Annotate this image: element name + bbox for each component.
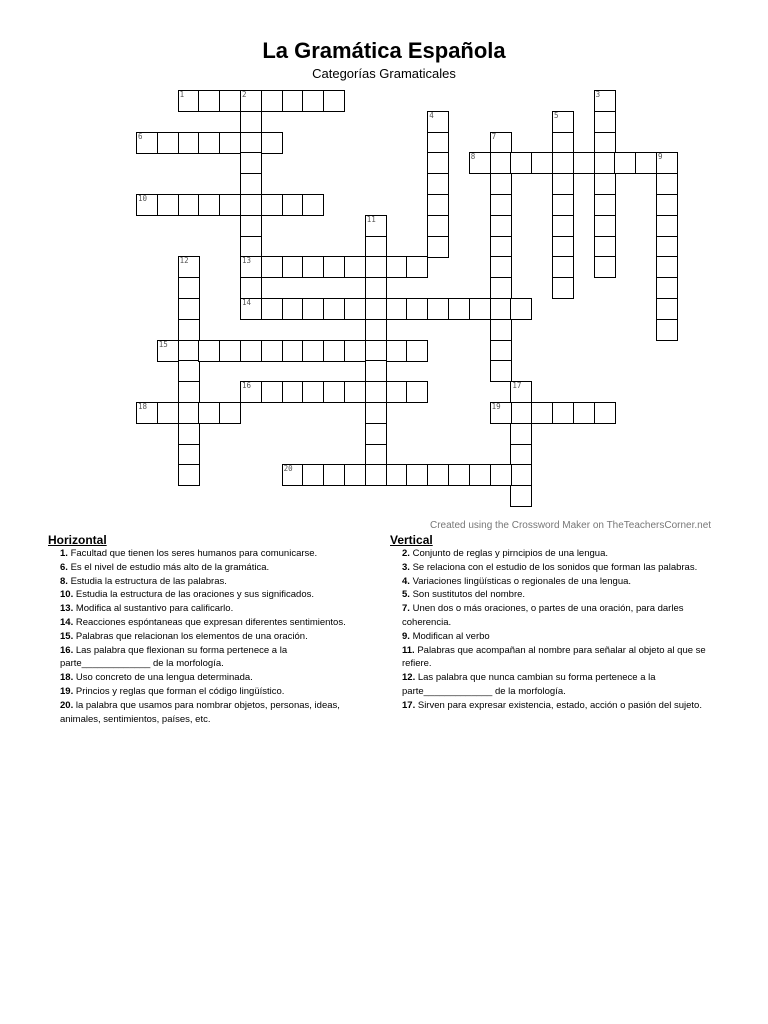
crossword-cell[interactable] (178, 90, 200, 112)
crossword-cell[interactable] (656, 277, 678, 299)
clue-item-text: la palabra que usamos para nombrar objetos, personas, ideas, animales, sentimientos, países, etc. (60, 699, 340, 725)
crossword-cell[interactable] (427, 173, 449, 195)
crossword-cell[interactable] (323, 90, 345, 112)
clue-item (390, 575, 720, 589)
crossword-cell[interactable] (240, 215, 262, 237)
clue-number: 4 (429, 110, 434, 120)
crossword-cell[interactable] (261, 194, 283, 216)
crossword-cell[interactable] (240, 340, 262, 362)
clue-number: 14 (242, 298, 252, 307)
crossword-cell[interactable] (178, 402, 200, 424)
clue-item-text: Uso concreto de una lengua determinada. (73, 672, 253, 684)
crossword-cell[interactable] (240, 256, 262, 278)
clue-item (48, 685, 378, 699)
clue-item (48, 699, 378, 727)
crossword-cell[interactable] (656, 152, 678, 174)
crossword-cell[interactable] (656, 173, 678, 195)
crossword-cell[interactable] (240, 111, 262, 133)
crossword-cell[interactable] (323, 256, 345, 278)
crossword-cell[interactable] (490, 298, 512, 320)
clue-item (390, 630, 720, 644)
crossword-cell[interactable] (302, 381, 324, 403)
crossword-cell[interactable] (198, 132, 220, 154)
crossword-cell[interactable] (365, 423, 387, 445)
clue-item-text: Las palabra que nunca cambian su forma pertenece a la parte_____________ de la morfología. (402, 672, 656, 697)
clue-item-number: 2. (402, 548, 410, 559)
crossword-cell[interactable] (178, 360, 200, 382)
crossword-cell[interactable] (302, 256, 324, 278)
clue-item-number: 16. (60, 644, 74, 656)
crossword-cell[interactable] (510, 381, 532, 403)
clue-item-text: Sirven para expresar existencia, estado, acción o pasión del sujeto. (415, 699, 702, 711)
crossword-cell[interactable] (490, 340, 512, 362)
crossword-cell[interactable] (344, 381, 366, 403)
clue-item (390, 699, 720, 713)
crossword-cell[interactable] (427, 298, 449, 320)
clue-item-text: Las palabra que flexionan su forma pertenece a la parte_____________ de la morfología. (60, 644, 288, 670)
crossword-cell[interactable] (594, 236, 616, 258)
crossword-cell[interactable] (448, 298, 470, 320)
crossword-cell[interactable] (594, 215, 616, 237)
crossword-cell[interactable] (594, 194, 616, 216)
crossword-cell[interactable] (323, 340, 345, 362)
clue-item-text: Son sustitutos del nombre. (409, 589, 526, 601)
crossword-cell[interactable] (365, 464, 387, 486)
clue-item (390, 671, 720, 699)
crossword-cell[interactable] (178, 423, 200, 445)
crossword-cell[interactable] (427, 132, 449, 154)
crossword-cell[interactable] (365, 277, 387, 299)
crossword-cell[interactable] (510, 444, 532, 466)
crossword-cell[interactable] (178, 194, 200, 216)
crossword-cell[interactable] (240, 236, 262, 258)
clue-item-number: 14. (60, 616, 74, 628)
crossword-cell[interactable] (302, 194, 324, 216)
crossword-cell[interactable] (365, 444, 387, 466)
page-subtitle: Categorías Gramaticales (312, 66, 456, 81)
crossword-cell[interactable] (136, 402, 158, 424)
crossword-cell[interactable] (552, 215, 574, 237)
crossword-cell[interactable] (178, 132, 200, 154)
clue-number: 5 (554, 110, 559, 120)
crossword-cell[interactable] (178, 319, 200, 341)
crossword-cell[interactable] (240, 173, 262, 195)
clue-item (48, 671, 378, 685)
crossword-cell[interactable] (282, 256, 304, 278)
clue-number: 8 (470, 152, 476, 162)
crossword-cell[interactable] (365, 298, 387, 320)
crossword-cell[interactable] (427, 111, 449, 133)
crossword-cell[interactable] (157, 340, 179, 362)
crossword-cell[interactable] (302, 464, 324, 486)
crossword-cell[interactable] (406, 256, 428, 278)
clue-item (48, 616, 378, 630)
crossword-cell[interactable] (240, 194, 262, 216)
clue-number: 16 (242, 381, 252, 391)
crossword-cell[interactable] (552, 132, 574, 154)
crossword-cell[interactable] (302, 90, 324, 112)
clue-number: 10 (138, 194, 148, 203)
crossword-cell[interactable] (365, 360, 387, 382)
crossword-cell[interactable] (261, 132, 283, 154)
crossword-cell[interactable] (490, 132, 512, 154)
crossword-cell[interactable] (614, 152, 636, 174)
clue-number: 9 (658, 152, 663, 162)
crossword-cell[interactable] (178, 444, 200, 466)
crossword-cell[interactable] (490, 236, 512, 258)
crossword-cell[interactable] (490, 194, 512, 216)
crossword-cell[interactable] (344, 298, 366, 320)
clue-item-number: 17. (402, 699, 416, 711)
crossword-cell[interactable] (219, 194, 241, 216)
clue-item-text: Estudia la estructura de las palabras. (67, 575, 227, 587)
clue-number: 17 (512, 381, 522, 391)
crossword-cell[interactable] (469, 298, 491, 320)
clue-item-text: Modifican al verbo (409, 630, 490, 642)
clue-item-text: Es el nivel de estudio más alto de la gramática. (67, 561, 270, 573)
clue-number: 13 (242, 256, 252, 266)
crossword-cell[interactable] (386, 298, 408, 320)
crossword-cell[interactable] (240, 152, 262, 174)
clue-item (390, 602, 720, 630)
clue-item-text: Variaciones lingüísticas o regionales de una lengua. (409, 575, 632, 587)
clue-item-text: Estudia la estructura de las oraciones y sus significados. (73, 589, 315, 601)
crossword-cell[interactable] (178, 256, 200, 278)
crossword-cell[interactable] (490, 173, 512, 195)
crossword-cell[interactable] (365, 402, 387, 424)
crossword-cell[interactable] (178, 464, 200, 486)
clue-number: 19 (491, 402, 501, 411)
crossword-cell[interactable] (427, 236, 449, 258)
crossword-cell[interactable] (552, 152, 574, 174)
crossword-cell[interactable] (365, 319, 387, 341)
crossword-cell[interactable] (198, 194, 220, 216)
crossword-cell[interactable] (594, 173, 616, 195)
clue-item (48, 630, 378, 644)
clue-item-text: Palabras que relacionan los elementos de una oración. (73, 630, 308, 642)
crossword-cell[interactable] (365, 381, 387, 403)
clue-item (48, 561, 378, 575)
crossword-cell[interactable] (635, 152, 657, 174)
crossword-cell[interactable] (302, 340, 324, 362)
crossword-cell[interactable] (531, 402, 553, 424)
crossword-cell[interactable] (240, 298, 262, 320)
crossword-cell[interactable] (261, 90, 283, 112)
crossword-cell[interactable] (552, 173, 574, 195)
crossword-cell[interactable] (323, 298, 345, 320)
credit-text: Created using the Crossword Maker on TheTeachersCorner.net (430, 520, 712, 531)
crossword-cell[interactable] (386, 256, 408, 278)
clue-number: 15 (158, 339, 168, 349)
clue-item (48, 588, 378, 602)
crossword-cell[interactable] (386, 464, 408, 486)
crossword-cell[interactable] (406, 464, 428, 486)
crossword-cell[interactable] (427, 464, 449, 486)
crossword-cell[interactable] (490, 319, 512, 341)
page-title: La Gramática Española (262, 38, 506, 63)
crossword-cell[interactable] (240, 381, 262, 403)
clue-item (390, 561, 720, 575)
clue-item-number: 11. (402, 644, 415, 656)
crossword-cell[interactable] (136, 132, 158, 154)
crossword-cell[interactable] (552, 194, 574, 216)
crossword-cell[interactable] (656, 298, 678, 320)
crossword-cell[interactable] (510, 464, 532, 486)
crossword-cell[interactable] (656, 256, 678, 278)
crossword-cell[interactable] (656, 319, 678, 341)
crossword-cell[interactable] (406, 340, 428, 362)
crossword-cell[interactable] (157, 132, 179, 154)
crossword-cell[interactable] (219, 90, 241, 112)
crossword-cell[interactable] (282, 381, 304, 403)
crossword-cell[interactable] (240, 90, 262, 112)
horizontal-clues (48, 533, 378, 726)
crossword-cell[interactable] (490, 215, 512, 237)
crossword-cell[interactable] (552, 111, 574, 133)
crossword-cell[interactable] (448, 464, 470, 486)
clue-item (390, 644, 720, 672)
crossword-cell[interactable] (157, 194, 179, 216)
crossword-cell[interactable] (219, 340, 241, 362)
clue-item (48, 602, 378, 616)
clue-item-number: 13. (60, 603, 74, 615)
clue-number: 6 (138, 131, 143, 141)
clue-number: 18 (138, 402, 148, 411)
crossword-cell[interactable] (510, 152, 532, 174)
clue-number: 2 (242, 90, 247, 99)
crossword-cell[interactable] (323, 381, 345, 403)
clue-item-number: 12. (402, 672, 416, 684)
crossword-cell[interactable] (386, 381, 408, 403)
crossword-cell[interactable] (427, 194, 449, 216)
crossword-cell[interactable] (386, 340, 408, 362)
clue-number: 12 (179, 256, 189, 266)
crossword-cell[interactable] (406, 298, 428, 320)
clue-item-number: 19. (60, 685, 74, 697)
clue-number: 11 (366, 214, 376, 224)
crossword-cell[interactable] (594, 90, 616, 112)
crossword-cell[interactable] (594, 256, 616, 278)
crossword-cell[interactable] (282, 464, 304, 486)
crossword-cell[interactable] (510, 423, 532, 445)
crossword-cell[interactable] (573, 152, 595, 174)
crossword-cell[interactable] (406, 381, 428, 403)
crossword-cell[interactable] (552, 277, 574, 299)
crossword-cell[interactable] (365, 256, 387, 278)
clue-item-text: Unen dos o más oraciones, o partes de una oración, para darles coherencia. (402, 603, 684, 628)
crossword-cell[interactable] (344, 340, 366, 362)
crossword-cell[interactable] (178, 298, 200, 320)
vertical-clues (390, 533, 720, 713)
crossword-cell[interactable] (136, 194, 158, 216)
clue-item-number: 15. (60, 630, 74, 642)
clue-item-number: 9. (402, 630, 410, 642)
crossword-cell[interactable] (594, 132, 616, 154)
crossword-cell[interactable] (656, 194, 678, 216)
clue-item-text: Facultad que tienen los seres humanos para comunicarse. (67, 548, 318, 559)
crossword-cell[interactable] (469, 464, 491, 486)
crossword-cell[interactable] (219, 132, 241, 154)
crossword-cell[interactable] (490, 277, 512, 299)
clue-item-number: 8. (60, 575, 68, 587)
clue-number: 20 (283, 464, 293, 474)
clue-item-number: 4. (402, 575, 410, 587)
horizontal-clue-list (48, 547, 378, 726)
crossword-cell[interactable] (656, 236, 678, 258)
crossword-cell[interactable] (490, 360, 512, 382)
clue-item (390, 547, 720, 561)
crossword-cell[interactable] (573, 402, 595, 424)
clue-item (48, 575, 378, 589)
crossword-cell[interactable] (510, 485, 532, 507)
crossword-cell[interactable] (365, 215, 387, 237)
crossword-cell[interactable] (178, 277, 200, 299)
crossword-cell[interactable] (427, 215, 449, 237)
crossword-cell[interactable] (552, 256, 574, 278)
crossword-cell[interactable] (490, 402, 512, 424)
clue-item-number: 18. (60, 672, 74, 684)
crossword-cell[interactable] (261, 298, 283, 320)
crossword-cell[interactable] (490, 464, 512, 486)
clue-item-text: Conjunto de reglas y pirncipios de una lengua. (409, 548, 608, 559)
clue-item-text: Palabras que acompañan al nombre para señalar al objeto al que se refiere. (402, 644, 706, 670)
crossword-cell[interactable] (240, 277, 262, 299)
crossword-cell[interactable] (594, 152, 616, 174)
crossword-cell[interactable] (344, 464, 366, 486)
crossword-cell[interactable] (219, 402, 241, 424)
clue-item (48, 644, 378, 672)
crossword-cell[interactable] (656, 215, 678, 237)
clue-item-number: 5. (402, 589, 410, 601)
clue-item-text: Modifica al sustantivo para calificarlo. (73, 603, 234, 615)
crossword-cell[interactable] (490, 152, 512, 174)
crossword-cell[interactable] (302, 298, 324, 320)
crossword-cell[interactable] (365, 340, 387, 362)
crossword-cell[interactable] (157, 402, 179, 424)
clue-number: 1 (179, 90, 185, 99)
crossword-cell[interactable] (198, 340, 220, 362)
crossword-cell[interactable] (261, 340, 283, 362)
horizontal-heading: Horizontal (48, 533, 107, 547)
crossword-cell[interactable] (365, 236, 387, 258)
crossword-cell[interactable] (323, 464, 345, 486)
clue-item-text: Princios y reglas que forman el código lingüístico. (73, 685, 285, 697)
clue-item (390, 588, 720, 602)
clue-number: 7 (491, 131, 497, 141)
clue-item-number: 1. (60, 548, 68, 559)
crossword-cell[interactable] (282, 194, 304, 216)
clue-item-number: 7. (402, 603, 410, 615)
crossword-cell[interactable] (510, 298, 532, 320)
clue-item (48, 547, 378, 561)
crossword-cell[interactable] (198, 402, 220, 424)
crossword-cell[interactable] (261, 381, 283, 403)
crossword-cell[interactable] (594, 402, 616, 424)
crossword-cell[interactable] (178, 340, 200, 362)
crossword-cell[interactable] (282, 90, 304, 112)
crossword-cell[interactable] (594, 111, 616, 133)
crossword-cell[interactable] (490, 256, 512, 278)
crossword-cell[interactable] (510, 402, 532, 424)
crossword-cell[interactable] (427, 152, 449, 174)
crossword-cell[interactable] (178, 381, 200, 403)
crossword-cell[interactable] (198, 90, 220, 112)
clue-item-number: 6. (60, 561, 68, 573)
vertical-heading: Vertical (390, 533, 433, 547)
crossword-cell[interactable] (552, 402, 574, 424)
crossword-cell[interactable] (261, 256, 283, 278)
clue-item-number: 10. (60, 589, 74, 601)
crossword-cell[interactable] (469, 152, 491, 174)
vertical-clue-list (390, 547, 720, 713)
clue-item-number: 3. (402, 561, 410, 573)
crossword-cell[interactable] (282, 340, 304, 362)
crossword-cell[interactable] (531, 152, 553, 174)
clue-number: 3 (595, 90, 601, 99)
crossword-cell[interactable] (344, 256, 366, 278)
crossword-cell[interactable] (282, 298, 304, 320)
clue-item-text: Reacciones espóntaneas que expresan diferentes sentimientos. (73, 616, 346, 628)
crossword-cell[interactable] (240, 132, 262, 154)
clue-item-text: Se relaciona con el estudio de los sonidos que forman las palabras. (409, 561, 698, 573)
clue-item-number: 20. (60, 699, 74, 711)
crossword-cell[interactable] (552, 236, 574, 258)
